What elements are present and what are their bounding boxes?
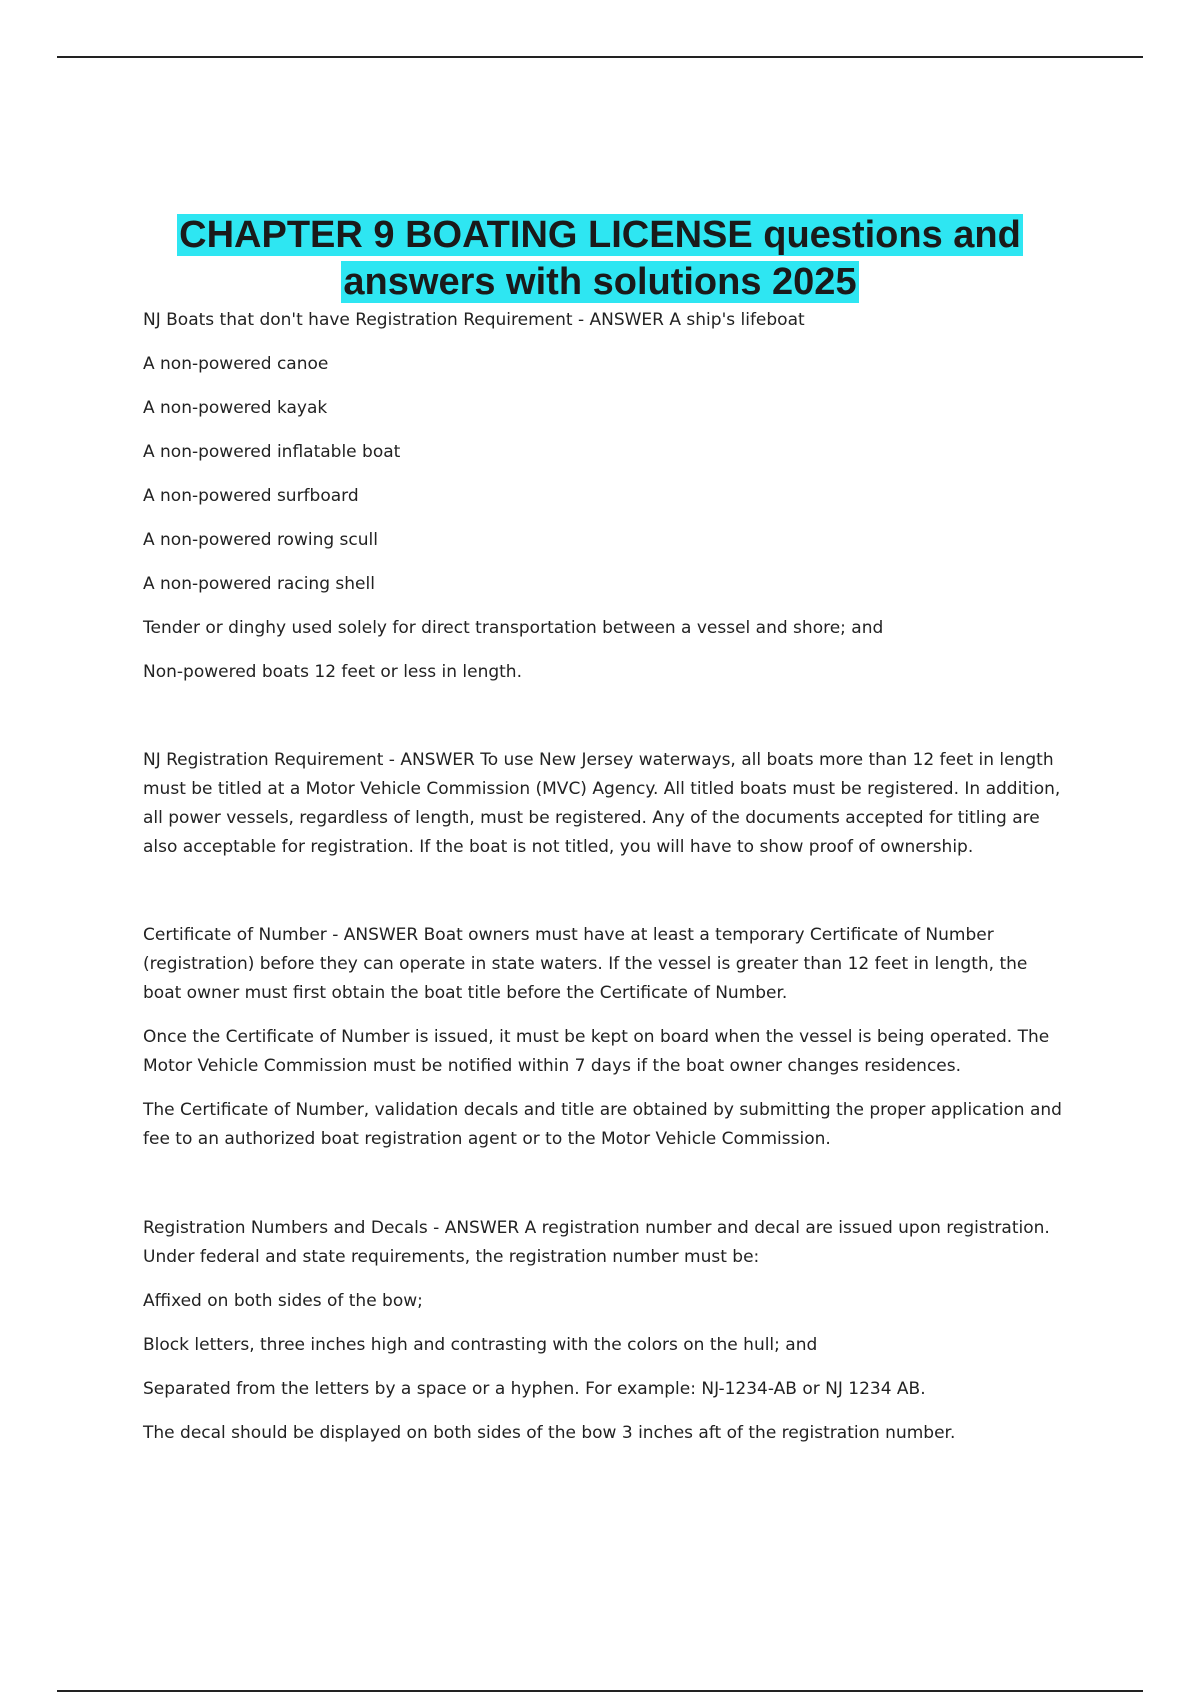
qa-registration-requirement: NJ Registration Requirement - ANSWER To use New Jersey waterways, all boats more than 12 feet in length must be titled at a Motor Vehicle Commission (MVC) Agency. All titled boats must be registered. In addition, all power vessels, regardless of length, must be registered. Any of the documents accepted for titling are also acceptable for registration. If the boat is not titled, you will have to show proof of ownership. (143, 750, 1061, 857)
answer-list-item: Tender or dinghy used solely for direct transportation between a vessel and shore; and (143, 618, 884, 638)
qa-certificate-of-number: Certificate of Number - ANSWER Boat owners must have at least a temporary Certificate of Number (registration) before they can operate in state waters. If the vessel is greater than 12 feet in length, the boat owner must first obtain the boat title before the Certificate of Number. (143, 925, 1028, 1003)
answer-list-item: The decal should be displayed on both sides of the bow 3 inches aft of the registration number. (143, 1423, 956, 1443)
answer-list-item: Affixed on both sides of the bow; (143, 1291, 423, 1311)
bottom-divider (57, 1690, 1143, 1692)
answer-list-item: A non-powered rowing scull (143, 530, 378, 550)
answer-paragraph: Once the Certificate of Number is issued, it must be kept on board when the vessel is being operated. The Motor Vehicle Commission must be notified within 7 days if the boat owner changes residences. (143, 1027, 1050, 1076)
document-title (60, 212, 1140, 306)
answer-list-item: A non-powered canoe (143, 354, 329, 374)
answer-paragraph: The Certificate of Number, validation decals and title are obtained by submitting the proper application and fee to an authorized boat registration agent or to the Motor Vehicle Commission. (143, 1100, 1062, 1149)
answer-list-item: A non-powered kayak (143, 398, 328, 418)
answer-list-item: A non-powered inflatable boat (143, 442, 401, 462)
answer-list-item: Separated from the letters by a space or a hyphen. For example: NJ-1234-AB or NJ 1234 AB. (143, 1379, 926, 1399)
answer-list-item: Block letters, three inches high and contrasting with the colors on the hull; and (143, 1335, 818, 1355)
top-divider (57, 56, 1143, 58)
qa-question-no-registration: NJ Boats that don't have Registration Requirement - ANSWER A ship's lifeboat (143, 310, 805, 330)
answer-list-item: A non-powered surfboard (143, 486, 359, 506)
document-body (143, 306, 1063, 1463)
qa-registration-numbers-decals: Registration Numbers and Decals - ANSWER A registration number and decal are issued upon registration. Under federal and state requirements, the registration number must be: (143, 1218, 1050, 1267)
answer-list-item: A non-powered racing shell (143, 574, 375, 594)
title-line-1: CHAPTER 9 BOATING LICENSE questions and (179, 214, 1021, 256)
title-line-2: answers with solutions 2025 (343, 261, 857, 303)
answer-list-item: Non-powered boats 12 feet or less in length. (143, 662, 522, 682)
